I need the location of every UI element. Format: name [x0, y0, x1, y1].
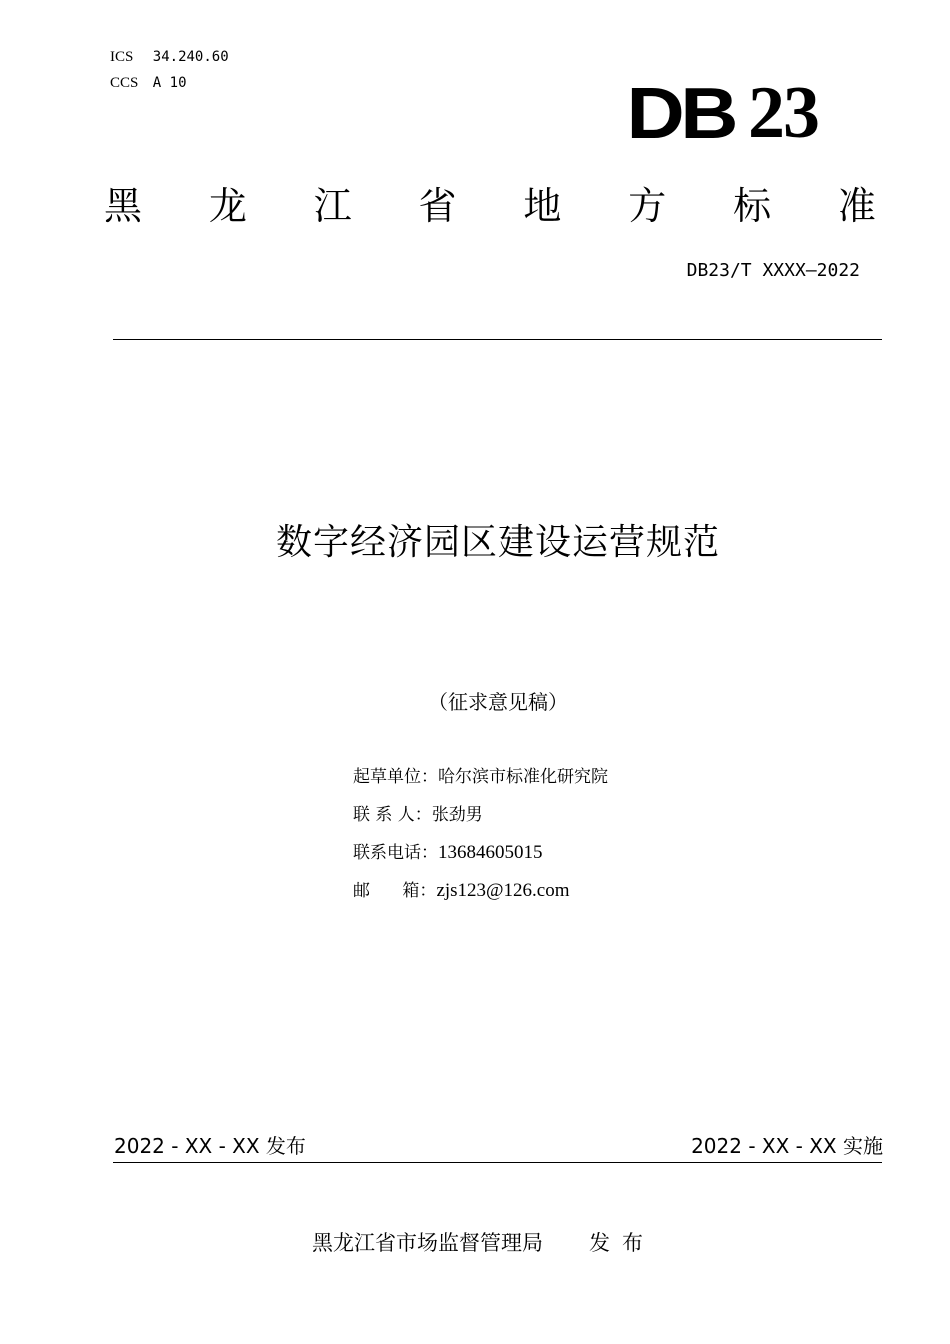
contact-info	[353, 764, 608, 916]
standard-type-title	[104, 182, 876, 230]
phone-value: 13684605015	[438, 842, 543, 863]
ics-value: 34.240.60	[152, 49, 229, 65]
db-logo-number: 23	[748, 72, 818, 154]
release-date: 2022 - XX - XX 发布	[114, 1134, 306, 1158]
header-divider	[113, 339, 882, 340]
email-label: 邮 箱：	[353, 881, 437, 901]
standard-type-char: 省	[418, 184, 457, 228]
ics-label: ICS	[110, 49, 134, 65]
issuer-action: 发布	[589, 1231, 655, 1255]
ccs-label: CCS	[110, 75, 139, 91]
implementation-date: 2022 - XX - XX 实施	[691, 1134, 883, 1158]
issuer-line	[312, 1228, 655, 1258]
standard-type-char: 准	[837, 184, 876, 228]
ccs-value: A 10	[152, 75, 187, 91]
drafter-row	[353, 764, 608, 802]
document-title: 数字经济园区建设运营规范	[275, 522, 720, 563]
standard-type-char: 方	[628, 184, 667, 228]
phone-label: 联系电话：	[353, 843, 438, 863]
phone-row	[353, 840, 608, 878]
db23-logo	[626, 72, 818, 154]
email-row	[353, 878, 608, 916]
contact-person-value: 张劲男	[431, 805, 483, 825]
standard-type-char: 黑	[104, 184, 143, 228]
standard-type-char: 标	[733, 184, 772, 228]
ics-row	[110, 44, 229, 70]
standard-code: DB23/T XXXX—2022	[686, 260, 860, 281]
issuer-name: 黑龙江省市场监督管理局	[312, 1231, 543, 1255]
footer-divider	[113, 1162, 882, 1163]
contact-person-row	[353, 802, 608, 840]
standard-type-char: 江	[313, 184, 352, 228]
standard-type-char: 地	[523, 184, 562, 228]
ccs-row	[110, 70, 229, 96]
drafter-value: 哈尔滨市标准化研究院	[438, 767, 608, 787]
standard-type-char: 龙	[208, 184, 247, 228]
email-value: zjs123@126.com	[436, 880, 570, 901]
drafter-label: 起草单位：	[353, 767, 438, 787]
classification-codes	[110, 44, 229, 96]
contact-person-label: 联 系 人：	[353, 805, 432, 825]
draft-status: （征求意见稿）	[428, 690, 568, 714]
db-logo-letters: DB	[626, 74, 734, 154]
